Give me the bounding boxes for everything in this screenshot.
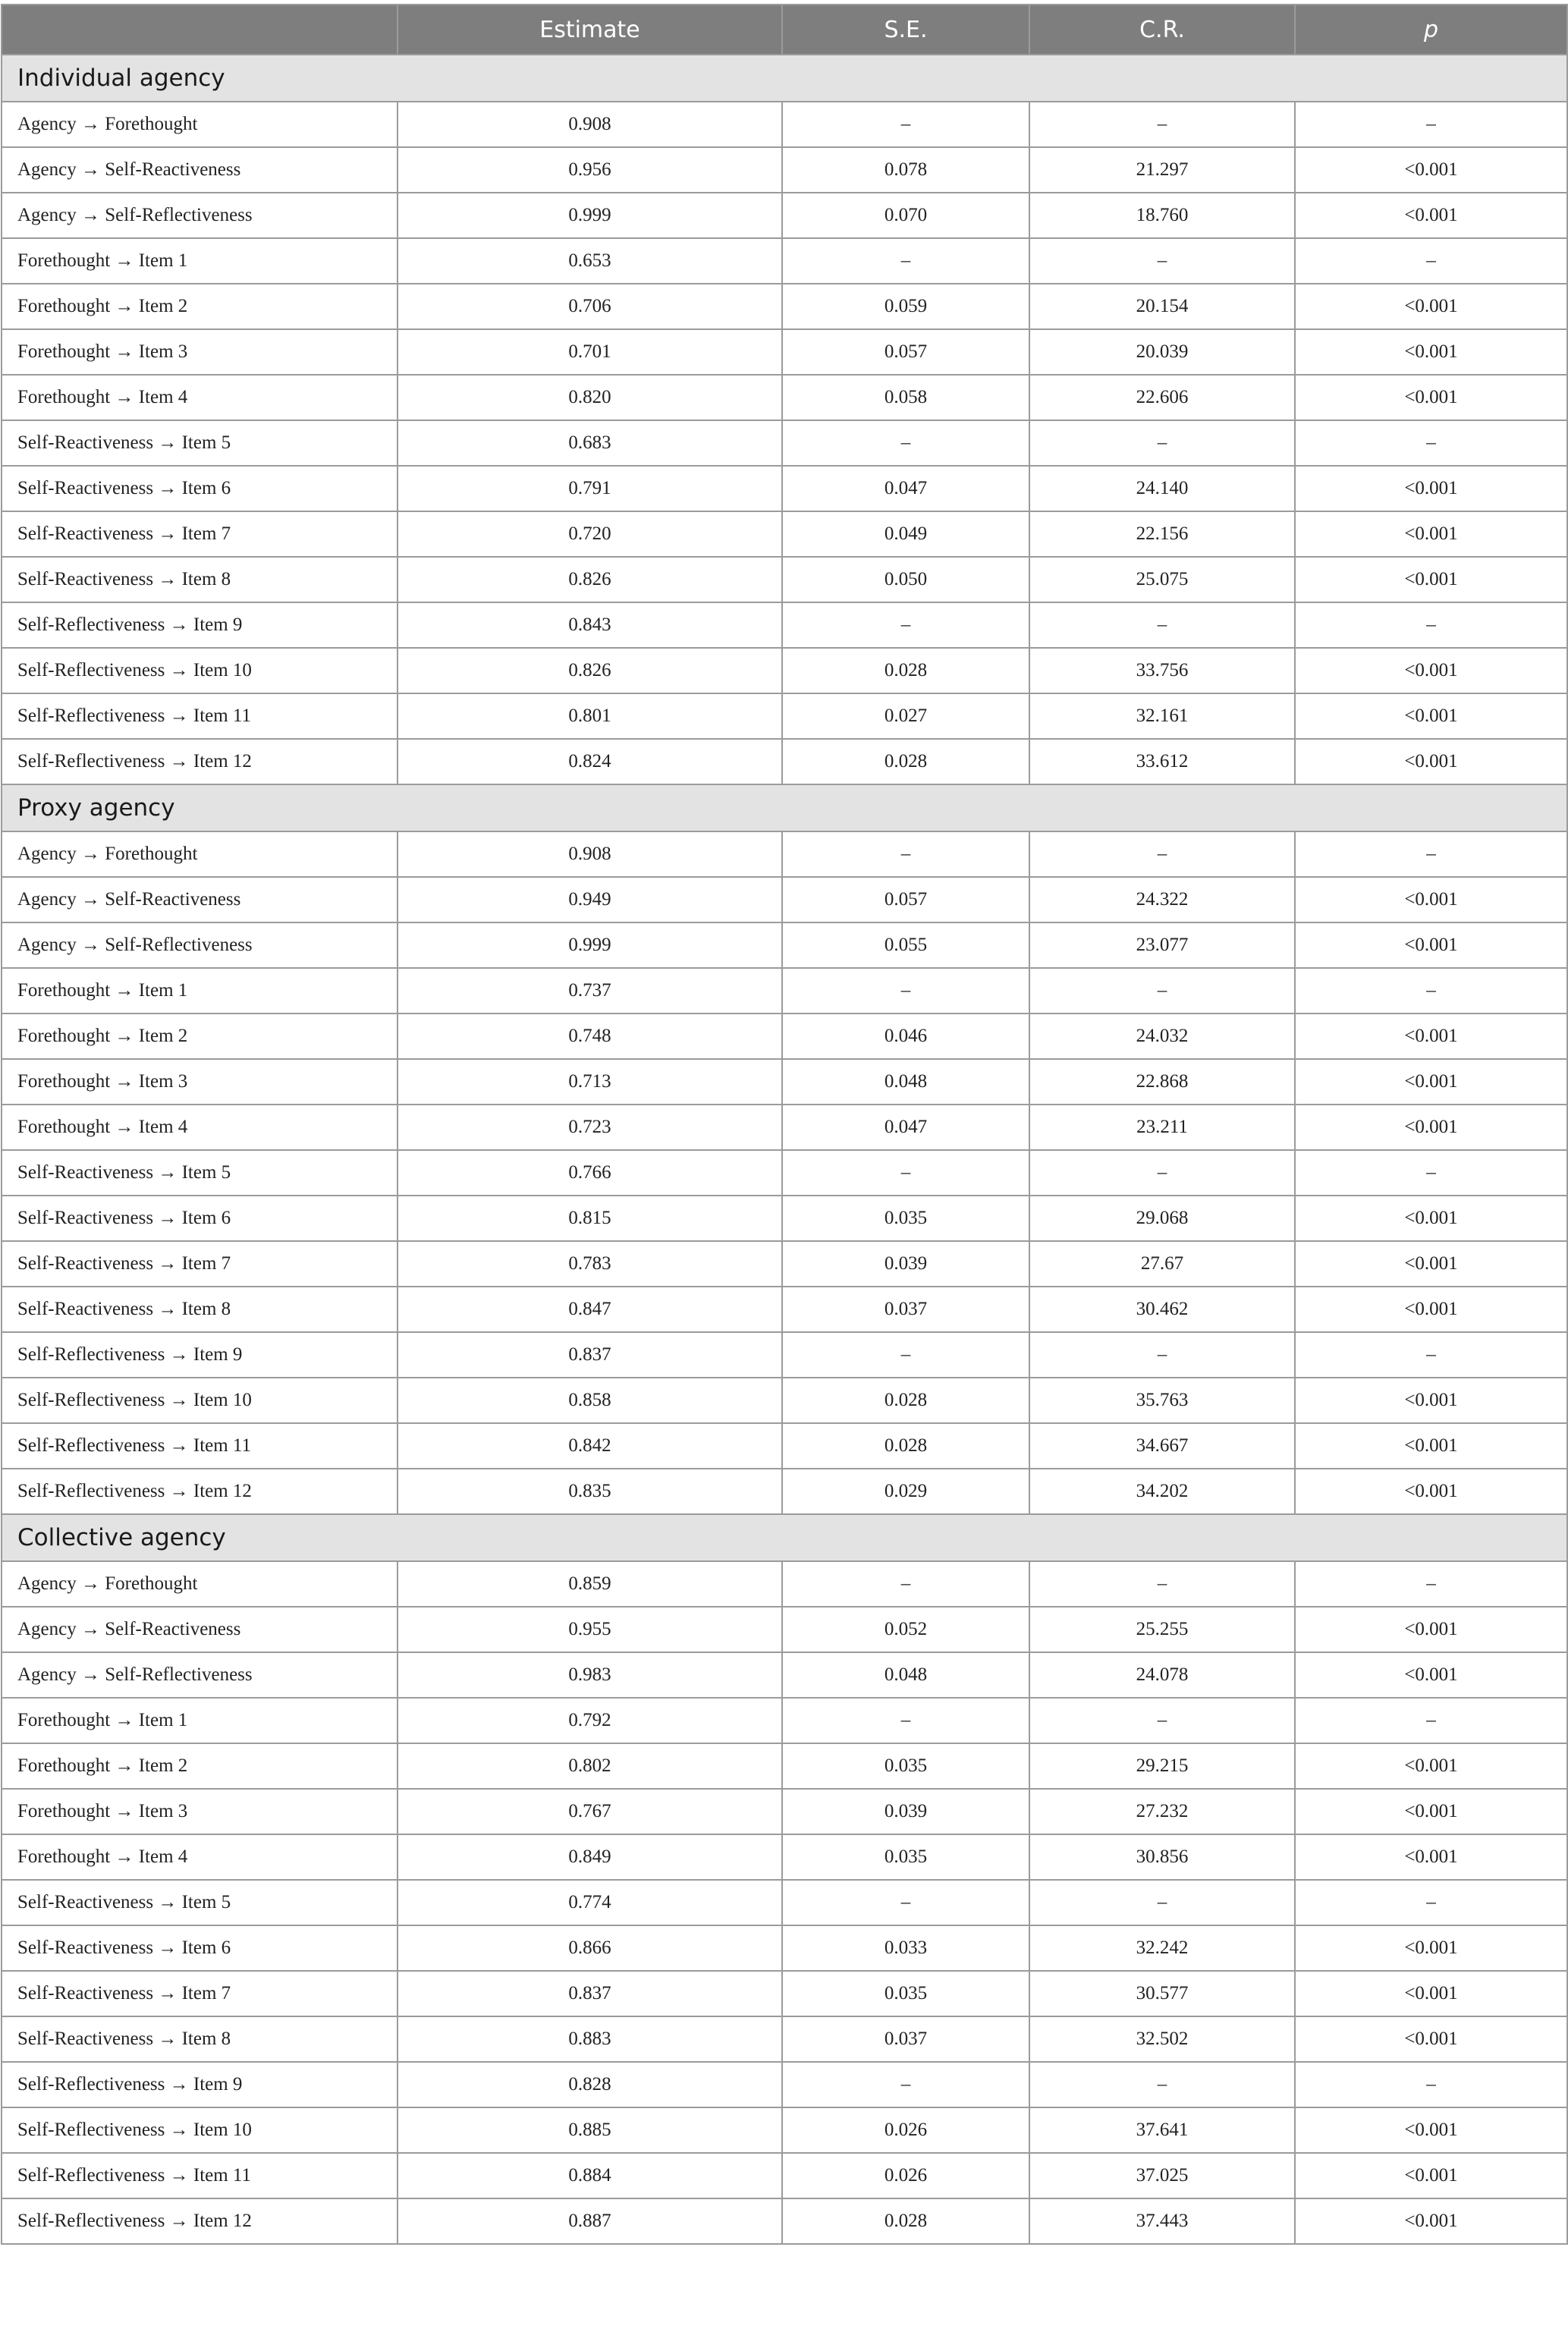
cell-se: 0.070 — [782, 193, 1029, 238]
cell-se: – — [782, 1561, 1029, 1607]
section-title: Collective agency — [2, 1514, 1567, 1561]
table-row — [2, 1607, 1567, 1652]
table-row — [2, 1014, 1567, 1059]
cell-p: <0.001 — [1295, 375, 1567, 420]
cell-path: Self-Reactiveness → Item 5 — [2, 1880, 397, 1925]
cell-p: <0.001 — [1295, 1014, 1567, 1059]
cell-path: Agency → Self-Reactiveness — [2, 147, 397, 193]
table-row — [2, 375, 1567, 420]
table-row — [2, 511, 1567, 557]
cell-path: Self-Reactiveness → Item 6 — [2, 466, 397, 511]
cell-cr: 37.025 — [1029, 2153, 1295, 2198]
cell-path: Forethought → Item 3 — [2, 1789, 397, 1834]
cell-path: Agency → Forethought — [2, 831, 397, 877]
cell-se: 0.035 — [782, 1834, 1029, 1880]
cell-path: Agency → Self-Reflectiveness — [2, 193, 397, 238]
cell-cr: 23.211 — [1029, 1105, 1295, 1150]
table-row — [2, 1241, 1567, 1287]
cell-se: 0.026 — [782, 2107, 1029, 2153]
cell-p: <0.001 — [1295, 648, 1567, 693]
cell-se: 0.057 — [782, 329, 1029, 375]
cell-se: 0.047 — [782, 1105, 1029, 1150]
cell-estimate: 0.766 — [397, 1150, 782, 1196]
cell-estimate: 0.706 — [397, 284, 782, 329]
table-row — [2, 147, 1567, 193]
table-row — [2, 1561, 1567, 1607]
table-row — [2, 1971, 1567, 2016]
cell-estimate: 0.837 — [397, 1971, 782, 2016]
cell-p: <0.001 — [1295, 1241, 1567, 1287]
cell-path: Self-Reactiveness → Item 8 — [2, 557, 397, 602]
cell-cr: – — [1029, 420, 1295, 466]
cell-cr: – — [1029, 1880, 1295, 1925]
cell-cr: 24.032 — [1029, 1014, 1295, 1059]
table-row — [2, 238, 1567, 284]
cell-cr: 32.161 — [1029, 693, 1295, 739]
cell-cr: 22.868 — [1029, 1059, 1295, 1105]
table-row — [2, 1469, 1567, 1514]
cell-cr: 34.202 — [1029, 1469, 1295, 1514]
cell-estimate: 0.956 — [397, 147, 782, 193]
cell-estimate: 0.774 — [397, 1880, 782, 1925]
cell-path: Forethought → Item 1 — [2, 968, 397, 1014]
table-row — [2, 693, 1567, 739]
cell-se: 0.049 — [782, 511, 1029, 557]
cell-estimate: 0.983 — [397, 1652, 782, 1698]
cell-p: <0.001 — [1295, 329, 1567, 375]
cell-se: 0.039 — [782, 1241, 1029, 1287]
cell-se: 0.037 — [782, 1287, 1029, 1332]
table-row — [2, 968, 1567, 1014]
cell-p: <0.001 — [1295, 1105, 1567, 1150]
cell-p: <0.001 — [1295, 1971, 1567, 2016]
cell-p: <0.001 — [1295, 557, 1567, 602]
cell-estimate: 0.815 — [397, 1196, 782, 1241]
table-row — [2, 1789, 1567, 1834]
cell-estimate: 0.883 — [397, 2016, 782, 2062]
cell-p: <0.001 — [1295, 1196, 1567, 1241]
cell-path: Self-Reactiveness → Item 7 — [2, 1971, 397, 2016]
cell-se: 0.078 — [782, 147, 1029, 193]
cell-cr: 35.763 — [1029, 1378, 1295, 1423]
table-row — [2, 2107, 1567, 2153]
cell-cr: 30.462 — [1029, 1287, 1295, 1332]
cell-cr: 33.756 — [1029, 648, 1295, 693]
cell-cr: – — [1029, 968, 1295, 1014]
cell-cr: 24.140 — [1029, 466, 1295, 511]
cell-path: Self-Reactiveness → Item 8 — [2, 1287, 397, 1332]
table-row — [2, 877, 1567, 922]
cell-p: – — [1295, 420, 1567, 466]
cell-path: Forethought → Item 1 — [2, 238, 397, 284]
table-row — [2, 1834, 1567, 1880]
table-row — [2, 1196, 1567, 1241]
cell-se: – — [782, 420, 1029, 466]
cell-cr: 27.232 — [1029, 1789, 1295, 1834]
cell-se: 0.028 — [782, 648, 1029, 693]
cell-se: 0.046 — [782, 1014, 1029, 1059]
cell-p: – — [1295, 831, 1567, 877]
cell-path: Self-Reflectiveness → Item 10 — [2, 648, 397, 693]
table-row — [2, 557, 1567, 602]
cell-path: Self-Reflectiveness → Item 12 — [2, 2198, 397, 2244]
cell-estimate: 0.999 — [397, 922, 782, 968]
cell-estimate: 0.826 — [397, 648, 782, 693]
cell-cr: – — [1029, 1332, 1295, 1378]
cell-estimate: 0.748 — [397, 1014, 782, 1059]
cell-p: – — [1295, 1698, 1567, 1743]
cell-cr: 29.068 — [1029, 1196, 1295, 1241]
cell-estimate: 0.826 — [397, 557, 782, 602]
cell-estimate: 0.723 — [397, 1105, 782, 1150]
cell-path: Self-Reactiveness → Item 5 — [2, 1150, 397, 1196]
cell-se: 0.050 — [782, 557, 1029, 602]
cell-p: – — [1295, 968, 1567, 1014]
cell-se: – — [782, 1880, 1029, 1925]
cell-estimate: 0.858 — [397, 1378, 782, 1423]
table-row — [2, 1150, 1567, 1196]
cell-se: 0.028 — [782, 1378, 1029, 1423]
cell-cr: 18.760 — [1029, 193, 1295, 238]
table-row — [2, 1378, 1567, 1423]
cell-p: <0.001 — [1295, 466, 1567, 511]
cell-cr: 33.612 — [1029, 739, 1295, 784]
cell-path: Agency → Forethought — [2, 1561, 397, 1607]
cell-estimate: 0.653 — [397, 238, 782, 284]
cell-se: – — [782, 2062, 1029, 2107]
cell-se: 0.033 — [782, 1925, 1029, 1971]
cell-p: <0.001 — [1295, 1743, 1567, 1789]
cell-estimate: 0.683 — [397, 420, 782, 466]
section-row — [2, 784, 1567, 831]
cell-p: <0.001 — [1295, 693, 1567, 739]
cell-estimate: 0.849 — [397, 1834, 782, 1880]
cell-path: Agency → Self-Reactiveness — [2, 1607, 397, 1652]
table-row — [2, 2198, 1567, 2244]
cell-p: <0.001 — [1295, 511, 1567, 557]
cell-p: <0.001 — [1295, 1834, 1567, 1880]
cell-cr: – — [1029, 102, 1295, 147]
cell-se: 0.052 — [782, 1607, 1029, 1652]
cell-se: 0.047 — [782, 466, 1029, 511]
cell-cr: – — [1029, 2062, 1295, 2107]
cell-estimate: 0.842 — [397, 1423, 782, 1469]
table-row — [2, 1287, 1567, 1332]
cell-path: Agency → Self-Reactiveness — [2, 877, 397, 922]
cell-cr: 37.641 — [1029, 2107, 1295, 2153]
cell-cr: 20.154 — [1029, 284, 1295, 329]
table-row — [2, 2062, 1567, 2107]
cell-path: Self-Reflectiveness → Item 11 — [2, 693, 397, 739]
loadings-table — [1, 4, 1568, 2245]
cell-path: Self-Reactiveness → Item 5 — [2, 420, 397, 466]
cell-p: <0.001 — [1295, 1378, 1567, 1423]
cell-cr: 20.039 — [1029, 329, 1295, 375]
table-row — [2, 1423, 1567, 1469]
cell-estimate: 0.835 — [397, 1469, 782, 1514]
cell-p: <0.001 — [1295, 1059, 1567, 1105]
header-p: p — [1295, 5, 1567, 55]
cell-se: 0.027 — [782, 693, 1029, 739]
cell-p: – — [1295, 1561, 1567, 1607]
cell-path: Self-Reactiveness → Item 7 — [2, 511, 397, 557]
cell-path: Forethought → Item 2 — [2, 284, 397, 329]
cell-se: 0.026 — [782, 2153, 1029, 2198]
cell-se: 0.048 — [782, 1059, 1029, 1105]
cell-cr: 23.077 — [1029, 922, 1295, 968]
cell-estimate: 0.866 — [397, 1925, 782, 1971]
cell-p: – — [1295, 1880, 1567, 1925]
cell-p: – — [1295, 2062, 1567, 2107]
cell-estimate: 0.837 — [397, 1332, 782, 1378]
cell-path: Forethought → Item 1 — [2, 1698, 397, 1743]
cell-p: – — [1295, 238, 1567, 284]
cell-cr: 29.215 — [1029, 1743, 1295, 1789]
cell-cr: 27.67 — [1029, 1241, 1295, 1287]
cell-cr: 21.297 — [1029, 147, 1295, 193]
section-row — [2, 55, 1567, 102]
table-row — [2, 466, 1567, 511]
cell-cr: 32.502 — [1029, 2016, 1295, 2062]
header-cr: C.R. — [1029, 5, 1295, 55]
cell-se: – — [782, 602, 1029, 648]
cell-path: Forethought → Item 4 — [2, 1105, 397, 1150]
cell-p: <0.001 — [1295, 2107, 1567, 2153]
cell-path: Agency → Self-Reflectiveness — [2, 922, 397, 968]
cell-se: – — [782, 1150, 1029, 1196]
cell-estimate: 0.737 — [397, 968, 782, 1014]
cell-se: 0.028 — [782, 2198, 1029, 2244]
cell-estimate: 0.847 — [397, 1287, 782, 1332]
cell-se: 0.028 — [782, 1423, 1029, 1469]
cell-cr: – — [1029, 1150, 1295, 1196]
cell-path: Self-Reflectiveness → Item 9 — [2, 1332, 397, 1378]
cell-se: 0.058 — [782, 375, 1029, 420]
cell-path: Forethought → Item 4 — [2, 375, 397, 420]
table-row — [2, 1698, 1567, 1743]
cell-cr: 24.322 — [1029, 877, 1295, 922]
cell-p: <0.001 — [1295, 147, 1567, 193]
table-row — [2, 1652, 1567, 1698]
cell-p: <0.001 — [1295, 1287, 1567, 1332]
cell-p: <0.001 — [1295, 877, 1567, 922]
cell-se: – — [782, 102, 1029, 147]
cell-p: – — [1295, 1150, 1567, 1196]
table-row — [2, 1332, 1567, 1378]
cell-p: <0.001 — [1295, 193, 1567, 238]
cell-cr: – — [1029, 1561, 1295, 1607]
table-row — [2, 922, 1567, 968]
cell-path: Self-Reflectiveness → Item 10 — [2, 1378, 397, 1423]
cell-p: <0.001 — [1295, 1469, 1567, 1514]
cell-path: Self-Reflectiveness → Item 9 — [2, 602, 397, 648]
header-estimate: Estimate — [397, 5, 782, 55]
cell-estimate: 0.949 — [397, 877, 782, 922]
section-title: Proxy agency — [2, 784, 1567, 831]
cell-estimate: 0.828 — [397, 2062, 782, 2107]
cell-p: <0.001 — [1295, 739, 1567, 784]
cell-se: – — [782, 1332, 1029, 1378]
cell-path: Forethought → Item 4 — [2, 1834, 397, 1880]
cell-se: 0.029 — [782, 1469, 1029, 1514]
cell-estimate: 0.701 — [397, 329, 782, 375]
cell-estimate: 0.783 — [397, 1241, 782, 1287]
cell-estimate: 0.955 — [397, 1607, 782, 1652]
table-row — [2, 1105, 1567, 1150]
cell-p: <0.001 — [1295, 2016, 1567, 2062]
cell-p: – — [1295, 602, 1567, 648]
cell-estimate: 0.720 — [397, 511, 782, 557]
cell-p: <0.001 — [1295, 2153, 1567, 2198]
cell-se: – — [782, 831, 1029, 877]
table-row — [2, 420, 1567, 466]
cell-cr: 34.667 — [1029, 1423, 1295, 1469]
cell-se: 0.048 — [782, 1652, 1029, 1698]
header-path — [2, 5, 397, 55]
table-row — [2, 2153, 1567, 2198]
cell-estimate: 0.908 — [397, 102, 782, 147]
cell-path: Forethought → Item 2 — [2, 1014, 397, 1059]
cell-cr: 37.443 — [1029, 2198, 1295, 2244]
cell-estimate: 0.908 — [397, 831, 782, 877]
cell-path: Self-Reflectiveness → Item 12 — [2, 1469, 397, 1514]
cell-p: – — [1295, 1332, 1567, 1378]
cell-p: <0.001 — [1295, 1652, 1567, 1698]
table-row — [2, 329, 1567, 375]
cell-estimate: 0.820 — [397, 375, 782, 420]
cell-p: <0.001 — [1295, 922, 1567, 968]
cell-cr: 22.156 — [1029, 511, 1295, 557]
cell-se: – — [782, 1698, 1029, 1743]
cell-path: Forethought → Item 2 — [2, 1743, 397, 1789]
cell-cr: 30.856 — [1029, 1834, 1295, 1880]
cell-p: <0.001 — [1295, 284, 1567, 329]
cell-path: Self-Reflectiveness → Item 10 — [2, 2107, 397, 2153]
cell-path: Forethought → Item 3 — [2, 1059, 397, 1105]
cell-p: <0.001 — [1295, 1925, 1567, 1971]
header-row — [2, 5, 1567, 55]
cell-cr: 25.075 — [1029, 557, 1295, 602]
cell-estimate: 0.887 — [397, 2198, 782, 2244]
cell-path: Self-Reactiveness → Item 8 — [2, 2016, 397, 2062]
cell-estimate: 0.792 — [397, 1698, 782, 1743]
cell-se: 0.035 — [782, 1743, 1029, 1789]
table-row — [2, 1059, 1567, 1105]
cell-p: <0.001 — [1295, 1423, 1567, 1469]
cell-se: – — [782, 968, 1029, 1014]
cell-se: 0.028 — [782, 739, 1029, 784]
cell-estimate: 0.713 — [397, 1059, 782, 1105]
cell-cr: – — [1029, 238, 1295, 284]
cell-estimate: 0.801 — [397, 693, 782, 739]
cell-se: – — [782, 238, 1029, 284]
cell-p: <0.001 — [1295, 1789, 1567, 1834]
cell-estimate: 0.999 — [397, 193, 782, 238]
table-row — [2, 102, 1567, 147]
cell-path: Self-Reactiveness → Item 6 — [2, 1196, 397, 1241]
table-row — [2, 193, 1567, 238]
table-row — [2, 1880, 1567, 1925]
cell-path: Agency → Forethought — [2, 102, 397, 147]
table-row — [2, 739, 1567, 784]
cell-path: Agency → Self-Reflectiveness — [2, 1652, 397, 1698]
cell-estimate: 0.859 — [397, 1561, 782, 1607]
cell-path: Forethought → Item 3 — [2, 329, 397, 375]
header-se: S.E. — [782, 5, 1029, 55]
cell-se: 0.035 — [782, 1971, 1029, 2016]
table-row — [2, 831, 1567, 877]
cell-p: <0.001 — [1295, 1607, 1567, 1652]
cell-se: 0.037 — [782, 2016, 1029, 2062]
table-row — [2, 602, 1567, 648]
cell-p: – — [1295, 102, 1567, 147]
cell-cr: 30.577 — [1029, 1971, 1295, 2016]
section-row — [2, 1514, 1567, 1561]
cell-se: 0.057 — [782, 877, 1029, 922]
cell-cr: – — [1029, 602, 1295, 648]
cell-se: 0.055 — [782, 922, 1029, 968]
cell-estimate: 0.767 — [397, 1789, 782, 1834]
cell-p: <0.001 — [1295, 2198, 1567, 2244]
cell-cr: 32.242 — [1029, 1925, 1295, 1971]
cell-cr: 22.606 — [1029, 375, 1295, 420]
cell-cr: – — [1029, 831, 1295, 877]
section-title: Individual agency — [2, 55, 1567, 102]
cell-estimate: 0.824 — [397, 739, 782, 784]
cell-path: Self-Reflectiveness → Item 9 — [2, 2062, 397, 2107]
table-row — [2, 648, 1567, 693]
cell-estimate: 0.884 — [397, 2153, 782, 2198]
cell-se: 0.039 — [782, 1789, 1029, 1834]
cell-se: 0.035 — [782, 1196, 1029, 1241]
cell-estimate: 0.885 — [397, 2107, 782, 2153]
cell-cr: 25.255 — [1029, 1607, 1295, 1652]
cell-path: Self-Reflectiveness → Item 12 — [2, 739, 397, 784]
table-row — [2, 1743, 1567, 1789]
cell-path: Self-Reflectiveness → Item 11 — [2, 2153, 397, 2198]
cell-path: Self-Reactiveness → Item 7 — [2, 1241, 397, 1287]
cell-path: Self-Reactiveness → Item 6 — [2, 1925, 397, 1971]
table-row — [2, 2016, 1567, 2062]
cell-estimate: 0.843 — [397, 602, 782, 648]
cell-cr: 24.078 — [1029, 1652, 1295, 1698]
table-row — [2, 1925, 1567, 1971]
table-body — [2, 55, 1567, 2244]
cell-estimate: 0.791 — [397, 466, 782, 511]
cell-path: Self-Reflectiveness → Item 11 — [2, 1423, 397, 1469]
cell-estimate: 0.802 — [397, 1743, 782, 1789]
table-row — [2, 284, 1567, 329]
cell-se: 0.059 — [782, 284, 1029, 329]
cell-cr: – — [1029, 1698, 1295, 1743]
